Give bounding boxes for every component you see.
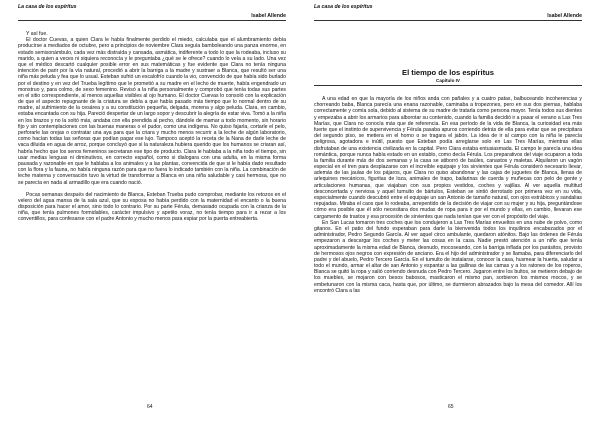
opening-line: Y así fue. <box>26 31 48 37</box>
paragraph: Pocas semanas después del nacimiento de Blanca, Esteban Trueba pudo comprobar, mediante los retozos en el velero del agua mansa de la sala azul, que su esposa no había perdido con la maternidad el encanto o la buena disposición para hacer el amor, sino todo lo contrario. Por su parte Férula, demasiado ocupada con la crianza de la niña, que tenía pulmones formidables, carácter impulsivo y apetito voraz, no tenía tiempo para ir a rezar a los conventillos, para confesarse con el padre Antonio y mucho menos para espiar por la puerta entreabierta. <box>18 191 286 223</box>
paragraph: En San Lucas tomaron tres coches que los condujeron a Las Tres Marías envueltos en una nube de polvo, como gitanos. En el patio del fundo esperaban para darle la bienvenida todos los inquilinos encabezados por el administrador, Pedro Segundo García. Al ver aquel circo ambulante, quedaron atónitos. Bajo las órdenes de Férula empezaron a descargar los coches y meter las cosas en la casa. Nadie prestó atención a un niño que tenía aproximadamente la misma edad de Blanca, desnudo, mocoseando, con la barriga inflada por los parásitos, provisto de hermosos ojos negros con expresión de anciano. Era el hijo del administrador y se llamaba, para diferenciarlo del padre y del abuelo, Pedro Tercero García. En el tumulto de instalarse, conocer la casa, husmear la huerta, saludar a todo el mundo, armar el altar de san Antonio y espantar a las gallinas de las camas y a los ratones de los roperos, Blanca se quitó la ropa y salió corriendo desnuda con Pedro Tercero. Jugaron entre los bultos, se metieron debajo de los muebles, se mojaron con besos babosos, masticaron el mismo pan, sorbieron los mismos mocos, y se embetunaron con la misma caca, hasta que, por último, se durmieron abrazados bajo la mesa del comedor. Allí los encontró Clara a las <box>314 219 582 294</box>
page-body <box>18 31 286 223</box>
running-head-title: La casa de los espíritus <box>18 4 77 10</box>
chapter-heading <box>314 68 582 83</box>
paragraph: El doctor Cuevas, a quien Clara le había finalmente perdido el miedo, calculaba que el alumbramiento debía producirse a mediados de octubre, pero a principios de noviembre Clara seguía bamboleando una panza enorme, en estado semisonámbulo, cada vez más distraída y cansada, asmática, indiferente a todo lo que la rodeaba, incluso su marido, a quien a veces ni siquiera reconocía y le preguntaba ¿qué se le ofrece? cuando lo veía a su lado. Una vez que el médico descartó cualquier posible error en sus matemáticas y fue evidente que Clara no tenía ninguna intención de parir por la vía natural, procedió a abrir la barriga a la madre y sustraer a Blanca, que resultó ser una niña más peluda y fea que lo usual. Esteban sufrió un escalofrío cuando la vio, convencido de que había sido burlado por el destino y en vez del Trueba legítimo que le prometió a su madre en el lecho de muerte, había engendrado un monstruo y, para colmo, de sexo femenino. Revisó a la niña personalmente y comprobó que tenía todas sus partes en el sitio correspondiente, al menos aquellas visibles al ojo humano. El doctor Cuevas lo consoló con la explicación de que el aspecto repugnante de la criatura se debía a que había pasado más tiempo que lo normal dentro de su madre, al sufrimiento de la cesárea y a su constitución pequeña, delgada, morena y algo peluda. Clara, en cambio, estaba encantada con su hija. Pareció despertar de un largo sopor y descubrir la alegría de estar viva. Tomó a la niña en los brazos y no la soltó más, andaba con ella prendida al pecho, dándole de mamar a todo momento, sin horario fijo y sin contemplaciones con las buenas maneras o el pudor, como una indígena. No quiso fajarla, cortarle el pelo, perforarle las orejas o contratar una aya para que la criara y mucho menos recurrir a la leche de algún laboratorio, como hacían todas las señoras que podían pagar ese lujo. Tampoco aceptó la receta de la Nana de darle leche de vaca diluida en agua de arroz, porque concluyó que si la naturaleza hubiera querido que los humanos se criaran así, habría hecho que los senos femeninos secretaran ese tipo de producto. Clara le hablaba a la niña todo el tiempo, sin usar medias lenguas ni diminutivos, en correcto español, como si dialogara con una adulta, en la misma forma pausada y razonable en que le hablaba a los animales y a las plantas, convencida de que si le había dado resultado con la flora y la fauna, no había ninguna razón para que no fuera lo indicado también con la niña. La combinación de leche materna y conversación tuvo la virtud de transformar a Blanca en una niña saludable y casi hermosa, que no se parecía en nada al armadillo que era cuando nació. <box>18 37 286 186</box>
page-number: 65 <box>448 404 454 410</box>
paragraph: A una edad en que la mayoría de los niños anda con pañales y a cuatro patas, balbuceando incoherencias y chorreando baba, Blanca parecía una enana razonable, caminaba a tropezones, pero en sus dos piernas, hablaba correctamente y comía sola, debido al sistema de su madre de tratarla como persona mayor. Tenía todos sus dientes y empezaba a abrir los armarios para alborotar su contenido, cuando la familia decidió ir a pasar el verano a Las Tres Marías, que Clara no conocía más que de referencia. En esa período de la vida de Blanca, la curiosidad era más fuerte que el instinto de supervivencia y Férula pasaba apuros corriendo detrás de ella para evitar que se precipitara del segundo piso, se metiera en el horno o se tragara el jabón. La idea de ir al campo con la niña le parecía peligrosa, agotadora e inútil, puesto que Esteban podía arreglarse solo en Las Tres Marías, mientras ellas disfrutaban de una existencia civilizada en la capital. Pero Clara estaba entusiasmada. El campo le parecía una idea romántica, porque nunca había estado en un establo, como decía Férula. Los preparativos del viaje ocuparon a toda la familia durante más de dos semanas y la casa se atiborró de baúles, canastos y maletas. Alquilaron un vagón especial en el tren para desplazarse con el increíble equipaje y los sirvientes que Férula consideró necesario llevar, además de las jaulas de los pájaros, que Clara no quiso abandonar y las cajas de juguetes de Blanca, llenas de arlequines mecánicos, figuritas de loza, animales de trapo, bailarinas de cuerda y muñecas con pelo de gente y articulaciones humanas, que viajaban con sus propios vestidos, coches y vajillas. Al ver aquella multitud desconcertada y nerviosa y aquel tumulto de bártulos, Esteban se sintió derrotado por primera vez en su vida, especialmente cuando descubrió entre el equipaje un san Antonio de tamaño natural, con ojos estrábicos y sandalias repujadas. Miraba el caos que lo rodeaba, arrepentido de la decisión de viajar con su mujer y su hija, preguntándose cómo era posible que él sólo necesitara dos mudas de ropa para ir por el mundo y ellas, en cambio, llevaran ese cargamento de trastos y esa procesión de sirvientes que nada tenían que ver con el propósito del viaje. <box>314 96 582 220</box>
right-page <box>300 0 600 424</box>
page-header <box>314 4 582 26</box>
running-head-author: Isabel Allende <box>251 13 286 19</box>
chapter-title: El tiempo de los espíritus <box>402 68 494 77</box>
header-rule <box>314 20 582 21</box>
page-number: 64 <box>147 404 153 410</box>
header-rule <box>18 20 286 21</box>
page-header <box>18 4 286 26</box>
running-head-title: La casa de los espíritus <box>314 4 373 10</box>
chapter-subtitle: Capítulo IV <box>436 78 460 83</box>
chapter-rule <box>314 85 582 86</box>
page-body <box>314 96 582 294</box>
running-head-author: Isabel Allende <box>547 13 582 19</box>
